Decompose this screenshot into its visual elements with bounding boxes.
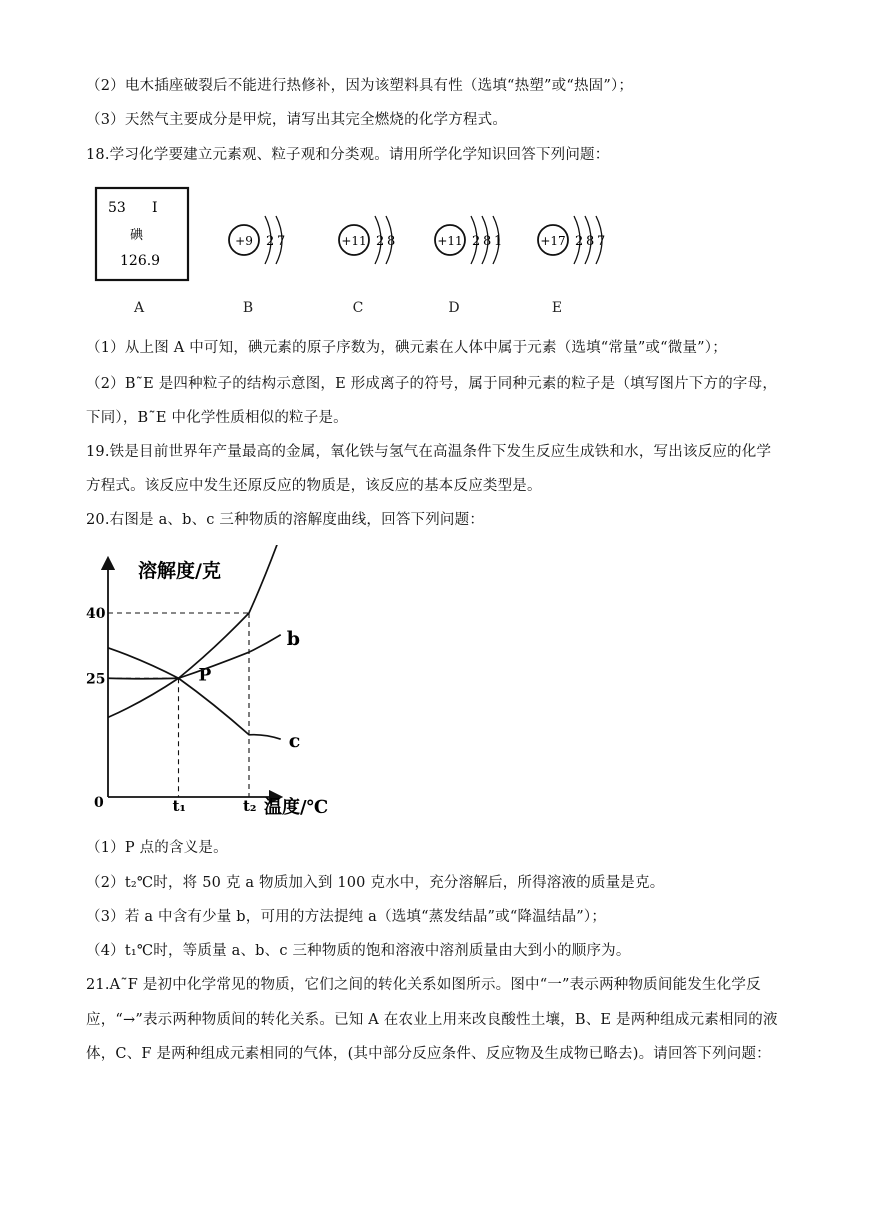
origin-label: 0 (94, 795, 104, 811)
x-tick-label: t₂ (243, 797, 257, 815)
atom-b (229, 216, 285, 316)
nucleus-charge: +11 (341, 234, 367, 248)
element-symbol: I (152, 200, 158, 216)
atom-d (435, 216, 502, 316)
shell-electron-count: 2 (472, 234, 481, 249)
question-line: （3）若 a 中含有少量 b，可用的方法提纯 a（选填“蒸发结晶”或“降温结晶”）； (86, 909, 607, 925)
question-heading-21: 21.A˜F 是初中化学常见的物质，它们之间的转化关系如图所示。图中“一”表示两种物质间能发生化学反 (86, 977, 761, 993)
shell-electron-count: 8 (387, 234, 396, 249)
figure-label: D (448, 300, 460, 316)
figure-label: B (242, 300, 254, 316)
element-name: 碘 (130, 228, 144, 243)
question-line: （1）从上图 A 中可知，碘元素的原子序数为，碘元素在人体中属于元素（选填“常量”或“微量”）； (86, 340, 727, 356)
y-axis-label: 溶解度/克 (138, 560, 221, 582)
curve-c (108, 648, 281, 739)
shell-electron-count: 7 (277, 234, 286, 249)
figure-label: A (134, 300, 145, 316)
shell-electron-count: 1 (494, 234, 503, 249)
question-line: 应，“→”表示两种物质间的转化关系。已知 A 在农业上用来改良酸性土壤，B、E 是两种组成元素相同的液 (86, 1012, 778, 1028)
element-box-a (96, 188, 188, 316)
curve-label-c: c (288, 730, 301, 753)
question-heading-19: 19.铁是目前世界年产量最高的金属，氧化铁与氢气在高温条件下发生反应生成铁和水，写出该反应的化学 (86, 444, 772, 460)
question-line: 下同），B˜E 中化学性质相似的粒子是。 (86, 410, 348, 426)
question-line: （2）电木插座破裂后不能进行热修补，因为该塑料具有性（选填“热塑”或“热固”）； (86, 78, 634, 94)
shell-electron-count: 2 (376, 234, 385, 249)
point-p-label: P (198, 665, 212, 686)
nucleus-charge: +9 (235, 234, 253, 248)
x-tick-label: t₁ (172, 797, 186, 815)
nucleus-charge: +11 (437, 234, 463, 248)
nucleus-charge: +17 (540, 234, 566, 248)
curve-label-b: b (286, 627, 301, 650)
atomic-number: 53 (108, 200, 126, 216)
question-line: （3）天然气主要成分是甲烷，请写出其完全燃烧的化学方程式。 (86, 112, 508, 128)
question-line: （2）B˜E 是四种粒子的结构示意图，E 形成离子的符号，属于同种元素的粒子是（填写图片下方的字母， (86, 376, 778, 392)
question-line: 方程式。该反应中发生还原反应的物质是，该反应的基本反应类型是。 (86, 478, 542, 494)
shell-electron-count: 7 (597, 234, 606, 249)
question-line: （1）P 点的含义是。 (86, 840, 228, 856)
question-line: （2）t₂℃时，将 50 克 a 物质加入到 100 克水中，充分溶解后，所得溶液的质量是克。 (86, 875, 665, 891)
shell-electron-count: 8 (483, 234, 492, 249)
x-axis-label: 温度/℃ (264, 797, 329, 818)
atom-structure-diagram (86, 182, 626, 322)
question-heading-20: 20.右图是 a、b、c 三种物质的溶解度曲线，回答下列问题： (86, 512, 485, 528)
figure-label: E (551, 300, 563, 316)
question-heading-18: 18.学习化学要建立元素观、粒子观和分类观。请用所学化学知识回答下列问题： (86, 147, 610, 163)
shell-electron-count: 2 (266, 234, 275, 249)
shell-electron-count: 2 (575, 234, 584, 249)
atom-c (339, 216, 395, 316)
atomic-mass: 126.9 (120, 253, 161, 269)
question-line: （4）t₁℃时，等质量 a、b、c 三种物质的饱和溶液中溶剂质量由大到小的顺序为。 (86, 943, 631, 959)
question-line: 体，C、F 是两种组成元素相同的气体，(其中部分反应条件、反应物及生成物已略去)。请回答下列问题： (86, 1046, 771, 1062)
solubility-chart (86, 545, 336, 825)
y-tick-label: 40 (86, 606, 106, 622)
shell-electron-count: 8 (586, 234, 595, 249)
figure-label: C (352, 300, 364, 316)
y-tick-label: 25 (86, 671, 106, 688)
atom-e (538, 216, 605, 316)
